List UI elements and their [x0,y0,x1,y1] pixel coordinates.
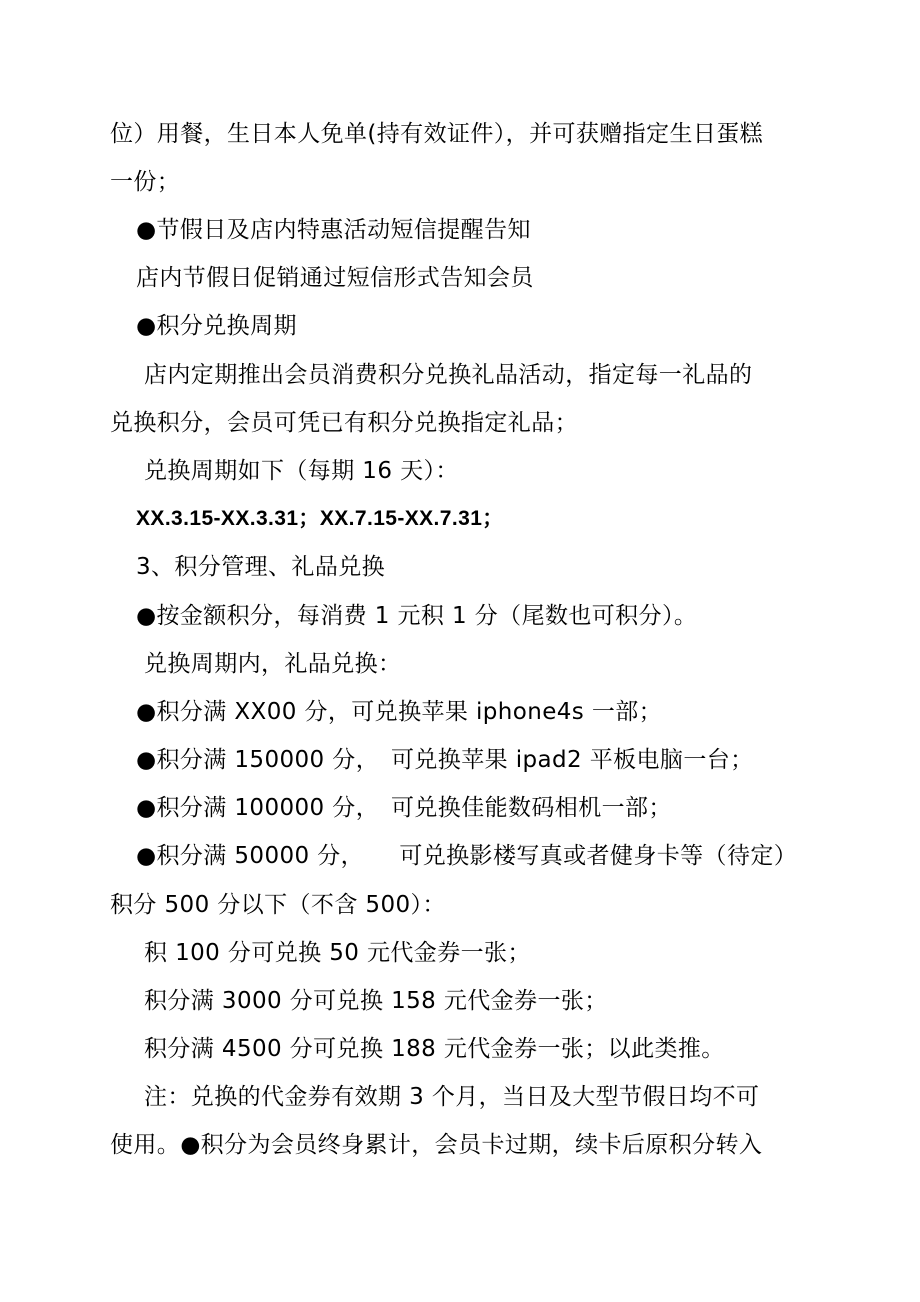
text-line: 积 100 分可兑换 50 元代金券一张； [144,940,531,966]
bullet-heading: ●节假日及店内特惠活动短信提醒告知 [136,217,531,243]
bullet-item: ●积分满 50000 分， 可兑换影楼写真或者健身卡等（待定） [136,843,798,869]
text-line: 兑换积分，会员可凭已有积分兑换指定礼品； [110,410,578,436]
text-line: 积分 500 分以下（不含 500）： [110,892,446,918]
bullet-item: ●积分满 150000 分， 可兑换苹果 ipad2 平板电脑一台； [136,747,754,773]
bullet-item: ●积分满 XX00 分，可兑换苹果 iphone4s 一部； [136,699,663,725]
date-range-line: XX.3.15-XX.3.31；XX.7.15-XX.7.31； [136,507,504,530]
text-line: 积分满 4500 分可兑换 188 元代金券一张；以此类推。 [144,1036,725,1062]
bullet-item: ●按金额积分，每消费 1 元积 1 分（尾数也可积分）。 [136,603,698,629]
text-line: 兑换周期内，礼品兑换： [144,651,402,677]
text-line: 位）用餐，生日本人免单(持有效证件），并可获赠指定生日蛋糕 [110,121,764,147]
text-line: 使用。●积分为会员终身累计，会员卡过期，续卡后原积分转入 [110,1132,763,1158]
text-line: 积分满 3000 分可兑换 158 元代金券一张； [144,988,608,1014]
note-line: 注：兑换的代金券有效期 3 个月，当日及大型节假日均不可 [144,1084,760,1110]
text-line: 一份； [110,169,181,195]
section-heading: 3、积分管理、礼品兑换 [136,554,386,580]
bullet-item: ●积分满 100000 分， 可兑换佳能数码相机一部； [136,795,672,821]
text-line: 店内节假日促销通过短信形式告知会员 [136,265,534,291]
text-line: 店内定期推出会员消费积分兑换礼品活动，指定每一礼品的 [144,362,753,388]
bullet-heading: ●积分兑换周期 [136,313,297,339]
text-line: 兑换周期如下（每期 16 天）： [144,458,459,484]
